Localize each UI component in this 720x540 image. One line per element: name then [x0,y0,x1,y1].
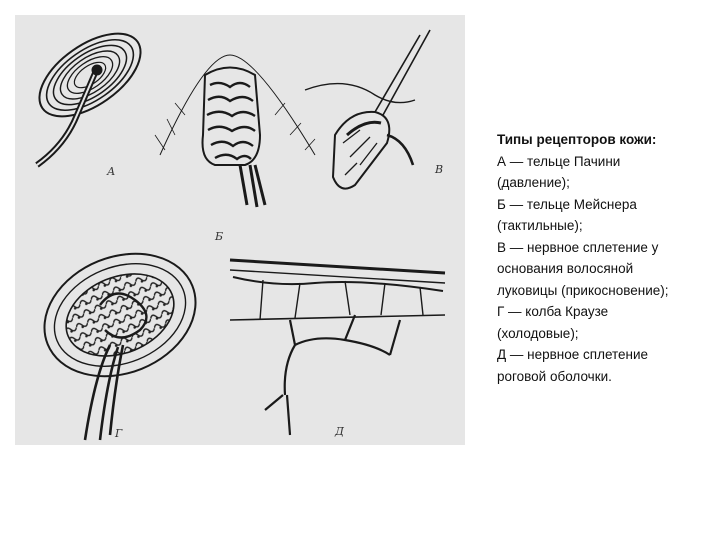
label-g: Г [115,427,123,440]
label-a: А [107,165,116,178]
krause-end-bulb-drawing [26,232,214,440]
caption-line: луковицы (прикосновение); [497,282,669,298]
label-b: Б [215,230,224,243]
caption-line: А — тельце Пачини [497,153,621,169]
caption-line: Г — колба Краузе [497,304,609,319]
label-v: В [435,163,444,176]
caption-line: основания волосяной [497,261,634,276]
caption-title: Типы рецепторов кожи: [497,132,657,147]
hair-follicle-plexus-drawing [305,30,430,189]
label-d: Д [335,425,344,438]
caption-line: В — нервное сплетение у [497,239,659,255]
caption-line: роговой оболочки. [497,368,612,384]
receptor-illustration [15,15,465,445]
meissner-corpuscle-drawing [155,55,315,207]
corneal-plexus-drawing [230,260,445,435]
caption [497,129,712,387]
pacinian-corpuscle-drawing [25,17,154,165]
receptor-drawings [15,15,465,445]
caption-line: Б — тельце Мейснера [497,196,637,212]
caption-line: Д — нервное сплетение [497,347,649,362]
caption-line: (холодовые); [497,325,579,341]
caption-line: (тактильные); [497,218,583,233]
caption-line: (давление); [497,175,570,190]
